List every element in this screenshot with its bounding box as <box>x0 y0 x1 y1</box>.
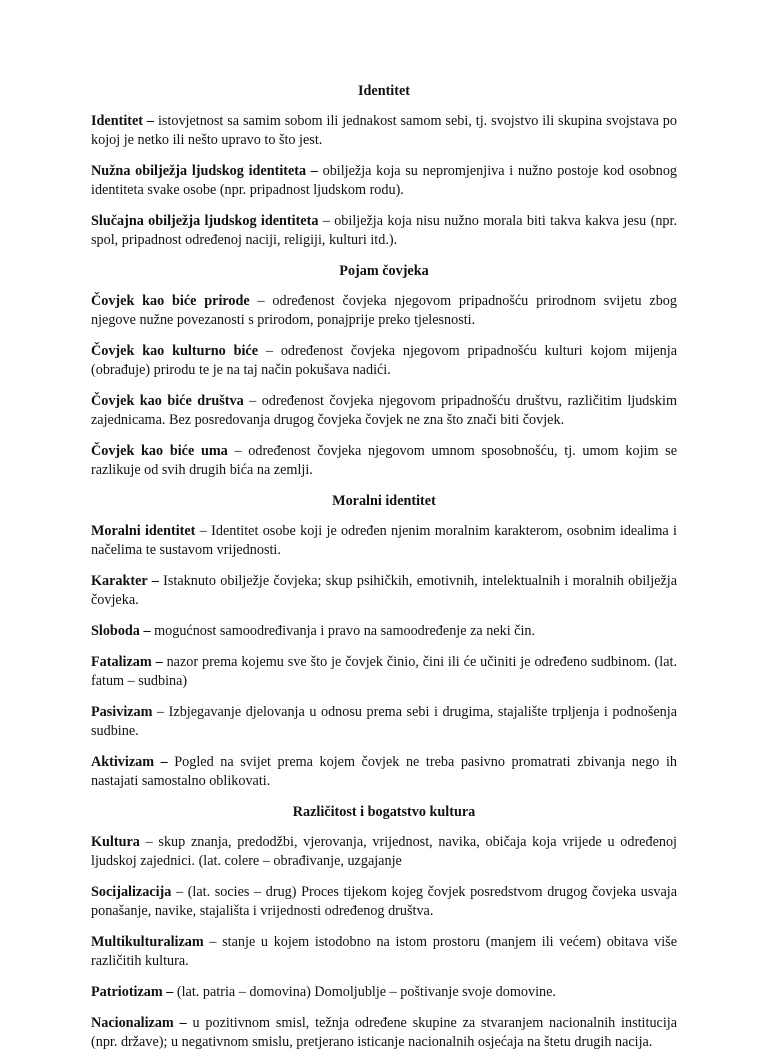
definition-text: – određenost čovjeka njegovom pripadnošću kulturi kojom mijenja (obrađuje) prirodu te je na taj način pokušava nadići. <box>91 343 678 378</box>
definition-term: Sloboda – <box>91 623 151 639</box>
section-razlicitost-kultura <box>91 803 677 1052</box>
definition-term: Nužna obilježja ljudskog identiteta – <box>91 163 318 179</box>
section-moralni-identitet <box>91 492 677 791</box>
definition-entry <box>91 703 677 741</box>
definition-text: – određenost čovjeka njegovom umnom sposobnošću, tj. umom kojim se razlikuje od svih drugih bića na zemlji. <box>91 443 678 478</box>
definition-entry <box>91 983 677 1002</box>
definition-entry <box>91 212 677 250</box>
definition-term: Slučajna obilježja ljudskog identiteta <box>91 213 319 229</box>
definition-text: – Izbjegavanje djelovanja u odnosu prema sebi i drugima, stajalište trpljenja i podnošenja sudbine. <box>91 704 677 739</box>
definition-entry <box>91 342 677 380</box>
definition-text: nazor prema kojemu sve što je čovjek činio, čini ili će učiniti je određeno sudbinom. (lat. fatum – sudbina) <box>91 654 678 689</box>
section-heading: Identitet <box>357 83 410 99</box>
document-page <box>91 82 677 1064</box>
section-heading: Različitost i bogatstvo kultura <box>292 804 476 820</box>
definition-term: Moralni identitet <box>91 523 196 539</box>
definition-text: u pozitivnom smisl, težnja određene skupine za stvaranjem nacionalnih institucija (npr. države); u negativnom smislu, pretjerano isticanje nacionalnih osjećaja na štetu drugih nacija. <box>91 1015 678 1050</box>
definition-entry <box>91 753 677 791</box>
definition-entry <box>91 522 677 560</box>
definition-term: Pasivizam <box>91 704 153 720</box>
definition-text: mogućnost samoodređivanja i pravo na samoodređenje za neki čin. <box>150 623 536 639</box>
definition-term: Karakter – <box>91 573 159 589</box>
definition-entry <box>91 833 677 871</box>
definition-entry <box>91 653 677 691</box>
definition-entry <box>91 162 677 200</box>
definition-entry <box>91 883 677 921</box>
definition-text: – određenost čovjeka njegovom pripadnošću prirodnom svijetu zbog njegove nužne povezanosti s prirodom, ponajprije preko tjelesnosti. <box>91 293 677 328</box>
section-pojam-covjeka <box>91 262 677 480</box>
definition-text: – skup znanja, predodžbi, vjerovanja, vrijednost, navika, običaja koja vrijede u određenoj ljudskoj zajednici. (lat. colere – obrađivanje, uzgajanje <box>91 834 677 869</box>
definition-term: Čovjek kao biće društva <box>91 393 244 409</box>
section-heading: Pojam čovjeka <box>339 263 429 279</box>
section-heading: Moralni identitet <box>332 493 436 509</box>
definition-term: Fatalizam – <box>91 654 163 670</box>
definition-text: Istaknuto obilježje čovjeka; skup psihičkih, emotivnih, intelektualnih i moralnih obilježja čovjeka. <box>91 573 677 608</box>
definition-text: – određenost čovjeka njegovom pripadnošću društvu, različitim ljudskim zajednicama. Bez posredovanja drugog čovjeka čovjek ne zna što znači biti čovjek. <box>91 393 677 428</box>
definition-term: Identitet – <box>91 113 155 129</box>
definition-text: obilježja koja su nepromjenjiva i nužno postoje kod osobnog identiteta svake osobe (npr. pripadnost ljudskom rodu). <box>91 163 678 198</box>
definition-text: (lat. patria – domovina) Domoljublje – poštivanje svoje domovine. <box>173 984 556 1000</box>
definition-entry <box>91 442 677 480</box>
definition-text: istovjetnost sa samim sobom ili jednakost samom sebi, tj. svojstvo ili skupina svojstava po kojoj je netko ili nešto upravo to što jest. <box>91 113 677 148</box>
definition-term: Čovjek kao biće prirode <box>91 293 250 309</box>
definition-entry <box>91 292 677 330</box>
definition-entry <box>91 572 677 610</box>
definition-entry <box>91 112 677 150</box>
definition-text: – obilježja koja nisu nužno morala biti takva kakva jesu (npr. spol, pripadnost određenoj naciji, religiji, kulturi itd.). <box>91 213 677 248</box>
definition-term: Patriotizam – <box>91 984 174 1000</box>
definition-text: – (lat. socies – drug) Proces tijekom kojeg čovjek posredstvom drugog čovjeka usvaja ponašanje, navike, stajališta i vrijednosti određenog društva. <box>91 884 677 919</box>
definition-term: Multikulturalizam <box>91 934 204 950</box>
definition-text: – Identitet osobe koji je određen njenim moralnim karakterom, osobnim idealima i načelima te sustavom vrijednosti. <box>91 523 677 558</box>
definition-text: – stanje u kojem istodobno na istom prostoru (manjem ili većem) obitava više različitih kultura. <box>91 934 677 969</box>
definition-term: Aktivizam – <box>91 754 168 770</box>
definition-term: Nacionalizam – <box>91 1015 187 1031</box>
definition-term: Socijalizacija <box>91 884 172 900</box>
section-identitet <box>91 82 677 250</box>
definition-entry <box>91 392 677 430</box>
definition-entry <box>91 622 677 641</box>
definition-text: Pogled na svijet prema kojem čovjek ne treba pasivno promatrati zbivanja nego ih nastajati samostalno oblikovati. <box>91 754 677 789</box>
definition-term: Kultura <box>91 834 140 850</box>
definition-entry <box>91 1014 677 1052</box>
definition-term: Čovjek kao biće uma <box>91 443 228 459</box>
definition-term: Čovjek kao kulturno biće <box>91 343 259 359</box>
definition-entry <box>91 933 677 971</box>
